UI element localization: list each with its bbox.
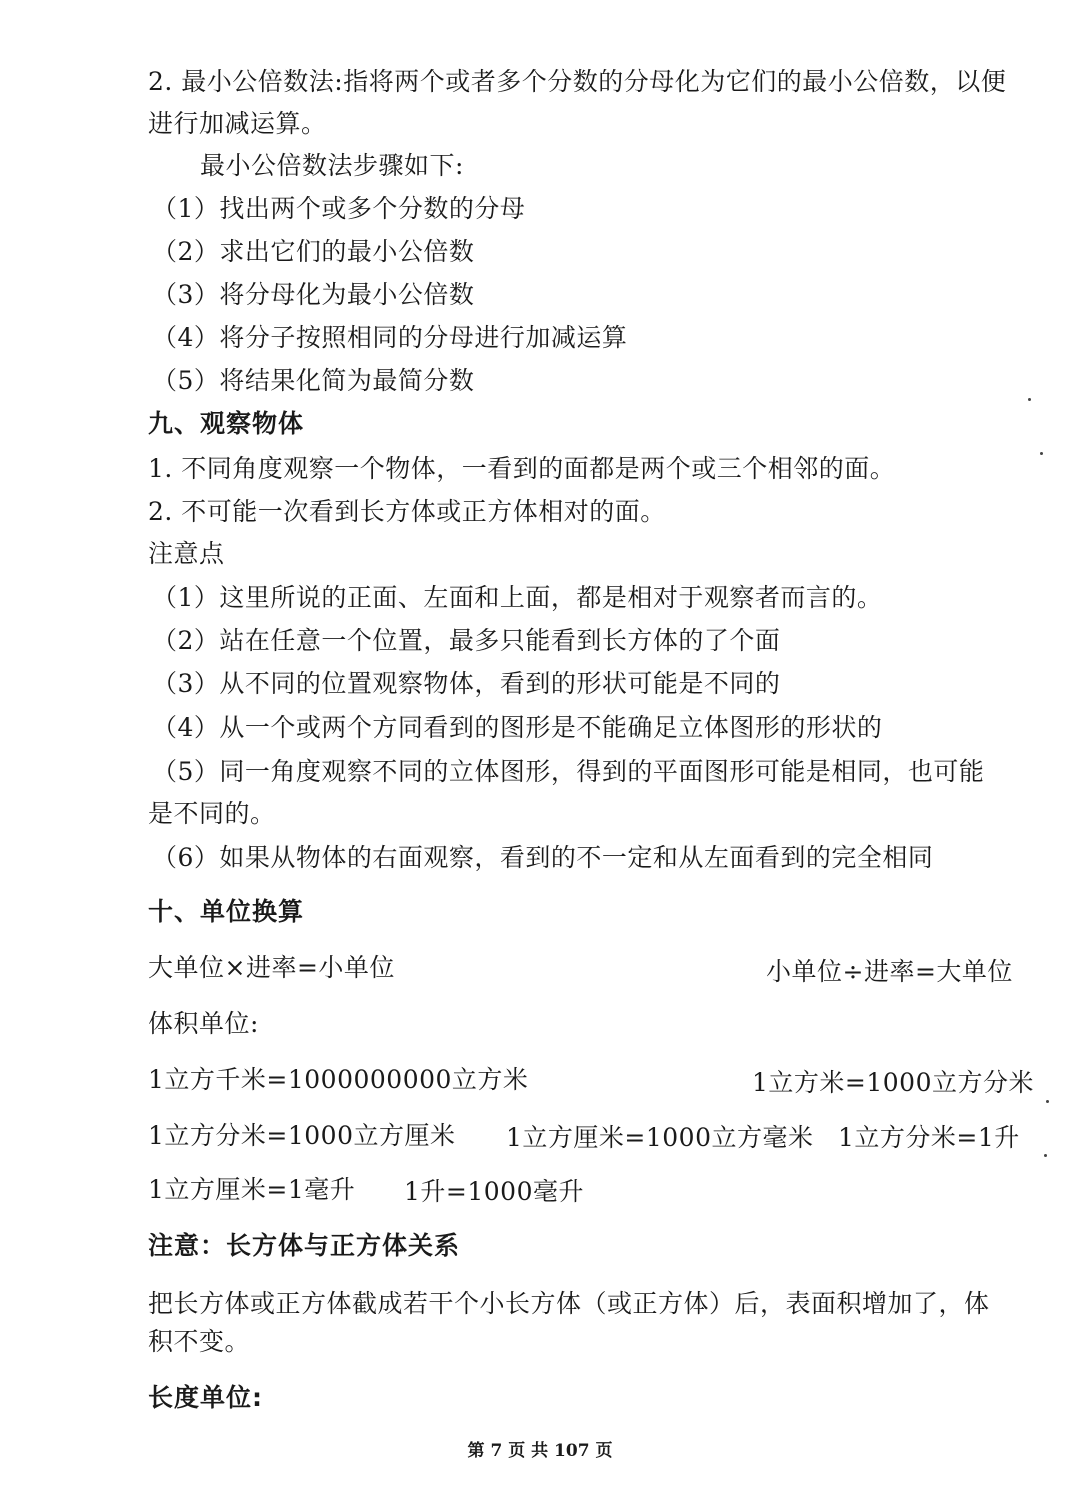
scan-speck — [1044, 1154, 1047, 1157]
rule-small-to-large: 小单位÷进率=大单位 — [766, 957, 1013, 986]
scan-speck — [1040, 452, 1043, 455]
scan-speck — [1046, 1100, 1049, 1103]
volume-cm3: 1立方厘米=1000立方毫米 — [506, 1123, 814, 1152]
cuboid-note-line-1: 把长方体或正方体截成若干个小长方体（或正方体）后，表面积增加了，体 — [148, 1289, 990, 1318]
lcm-step-2: （2）求出它们的最小公倍数 — [152, 237, 475, 266]
section-heading-unit-conversion: 十、单位换算 — [148, 897, 305, 926]
lcm-method-line-2: 进行加减运算。 — [148, 109, 327, 138]
lcm-method-line-1: 2. 最小公倍数法:指将两个或者多个分数的分母化为它们的最小公倍数，以便 — [148, 67, 1007, 96]
lcm-step-5: （5）将结果化简为最简分数 — [152, 366, 475, 395]
notes-label: 注意点 — [148, 539, 225, 568]
note-heading-cuboid-cube: 注意：长方体与正方体关系 — [148, 1231, 461, 1260]
note-5-line-2: 是不同的。 — [148, 799, 276, 828]
volume-dm3: 1立方分米=1000立方厘米 — [148, 1121, 456, 1150]
section-heading-observe-objects: 九、观察物体 — [148, 409, 305, 438]
length-units-heading: 长度单位: — [148, 1383, 263, 1412]
lcm-step-3: （3）将分母化为最小公倍数 — [152, 280, 475, 309]
observe-point-2: 2. 不可能一次看到长方体或正方体相对的面。 — [148, 497, 666, 526]
cuboid-note-line-2: 积不变。 — [148, 1327, 251, 1356]
note-2: （2）站在任意一个位置，最多只能看到长方体的了个面 — [152, 626, 781, 655]
observe-point-1: 1. 不同角度观察一个物体，一看到的面都是两个或三个相邻的面。 — [148, 454, 896, 483]
lcm-step-4: （4）将分子按照相同的分母进行加减运算 — [152, 323, 628, 352]
volume-dm3-liter: 1立方分米=1升 — [838, 1123, 1020, 1152]
note-4: （4）从一个或两个方同看到的图形是不能确足立体图形的形状的 — [152, 713, 883, 742]
note-6: （6）如果从物体的右面观察，看到的不一定和从左面看到的完全相同 — [152, 843, 934, 872]
note-1: （1）这里所说的正面、左面和上面，都是相对于观察者而言的。 — [152, 583, 883, 612]
volume-units-label: 体积单位: — [148, 1009, 259, 1038]
liter-ml: 1升=1000毫升 — [404, 1177, 584, 1206]
page-footer: 第 7 页 共 107 页 — [467, 1441, 613, 1461]
lcm-step-1: （1）找出两个或多个分数的分母 — [152, 194, 526, 223]
lcm-steps-intro: 最小公倍数法步骤如下: — [200, 151, 464, 180]
note-3: （3）从不同的位置观察物体，看到的形状可能是不同的 — [152, 669, 781, 698]
volume-cm3-ml: 1立方厘米=1毫升 — [148, 1175, 356, 1204]
scan-speck — [1028, 398, 1031, 401]
volume-km3: 1立方千米=1000000000立方米 — [148, 1065, 529, 1094]
rule-large-to-small: 大单位×进率=小单位 — [148, 953, 395, 982]
volume-m3: 1立方米=1000立方分米 — [752, 1068, 1034, 1097]
note-5-line-1: （5）同一角度观察不同的立体图形，得到的平面图形可能是相同，也可能 — [152, 757, 985, 786]
